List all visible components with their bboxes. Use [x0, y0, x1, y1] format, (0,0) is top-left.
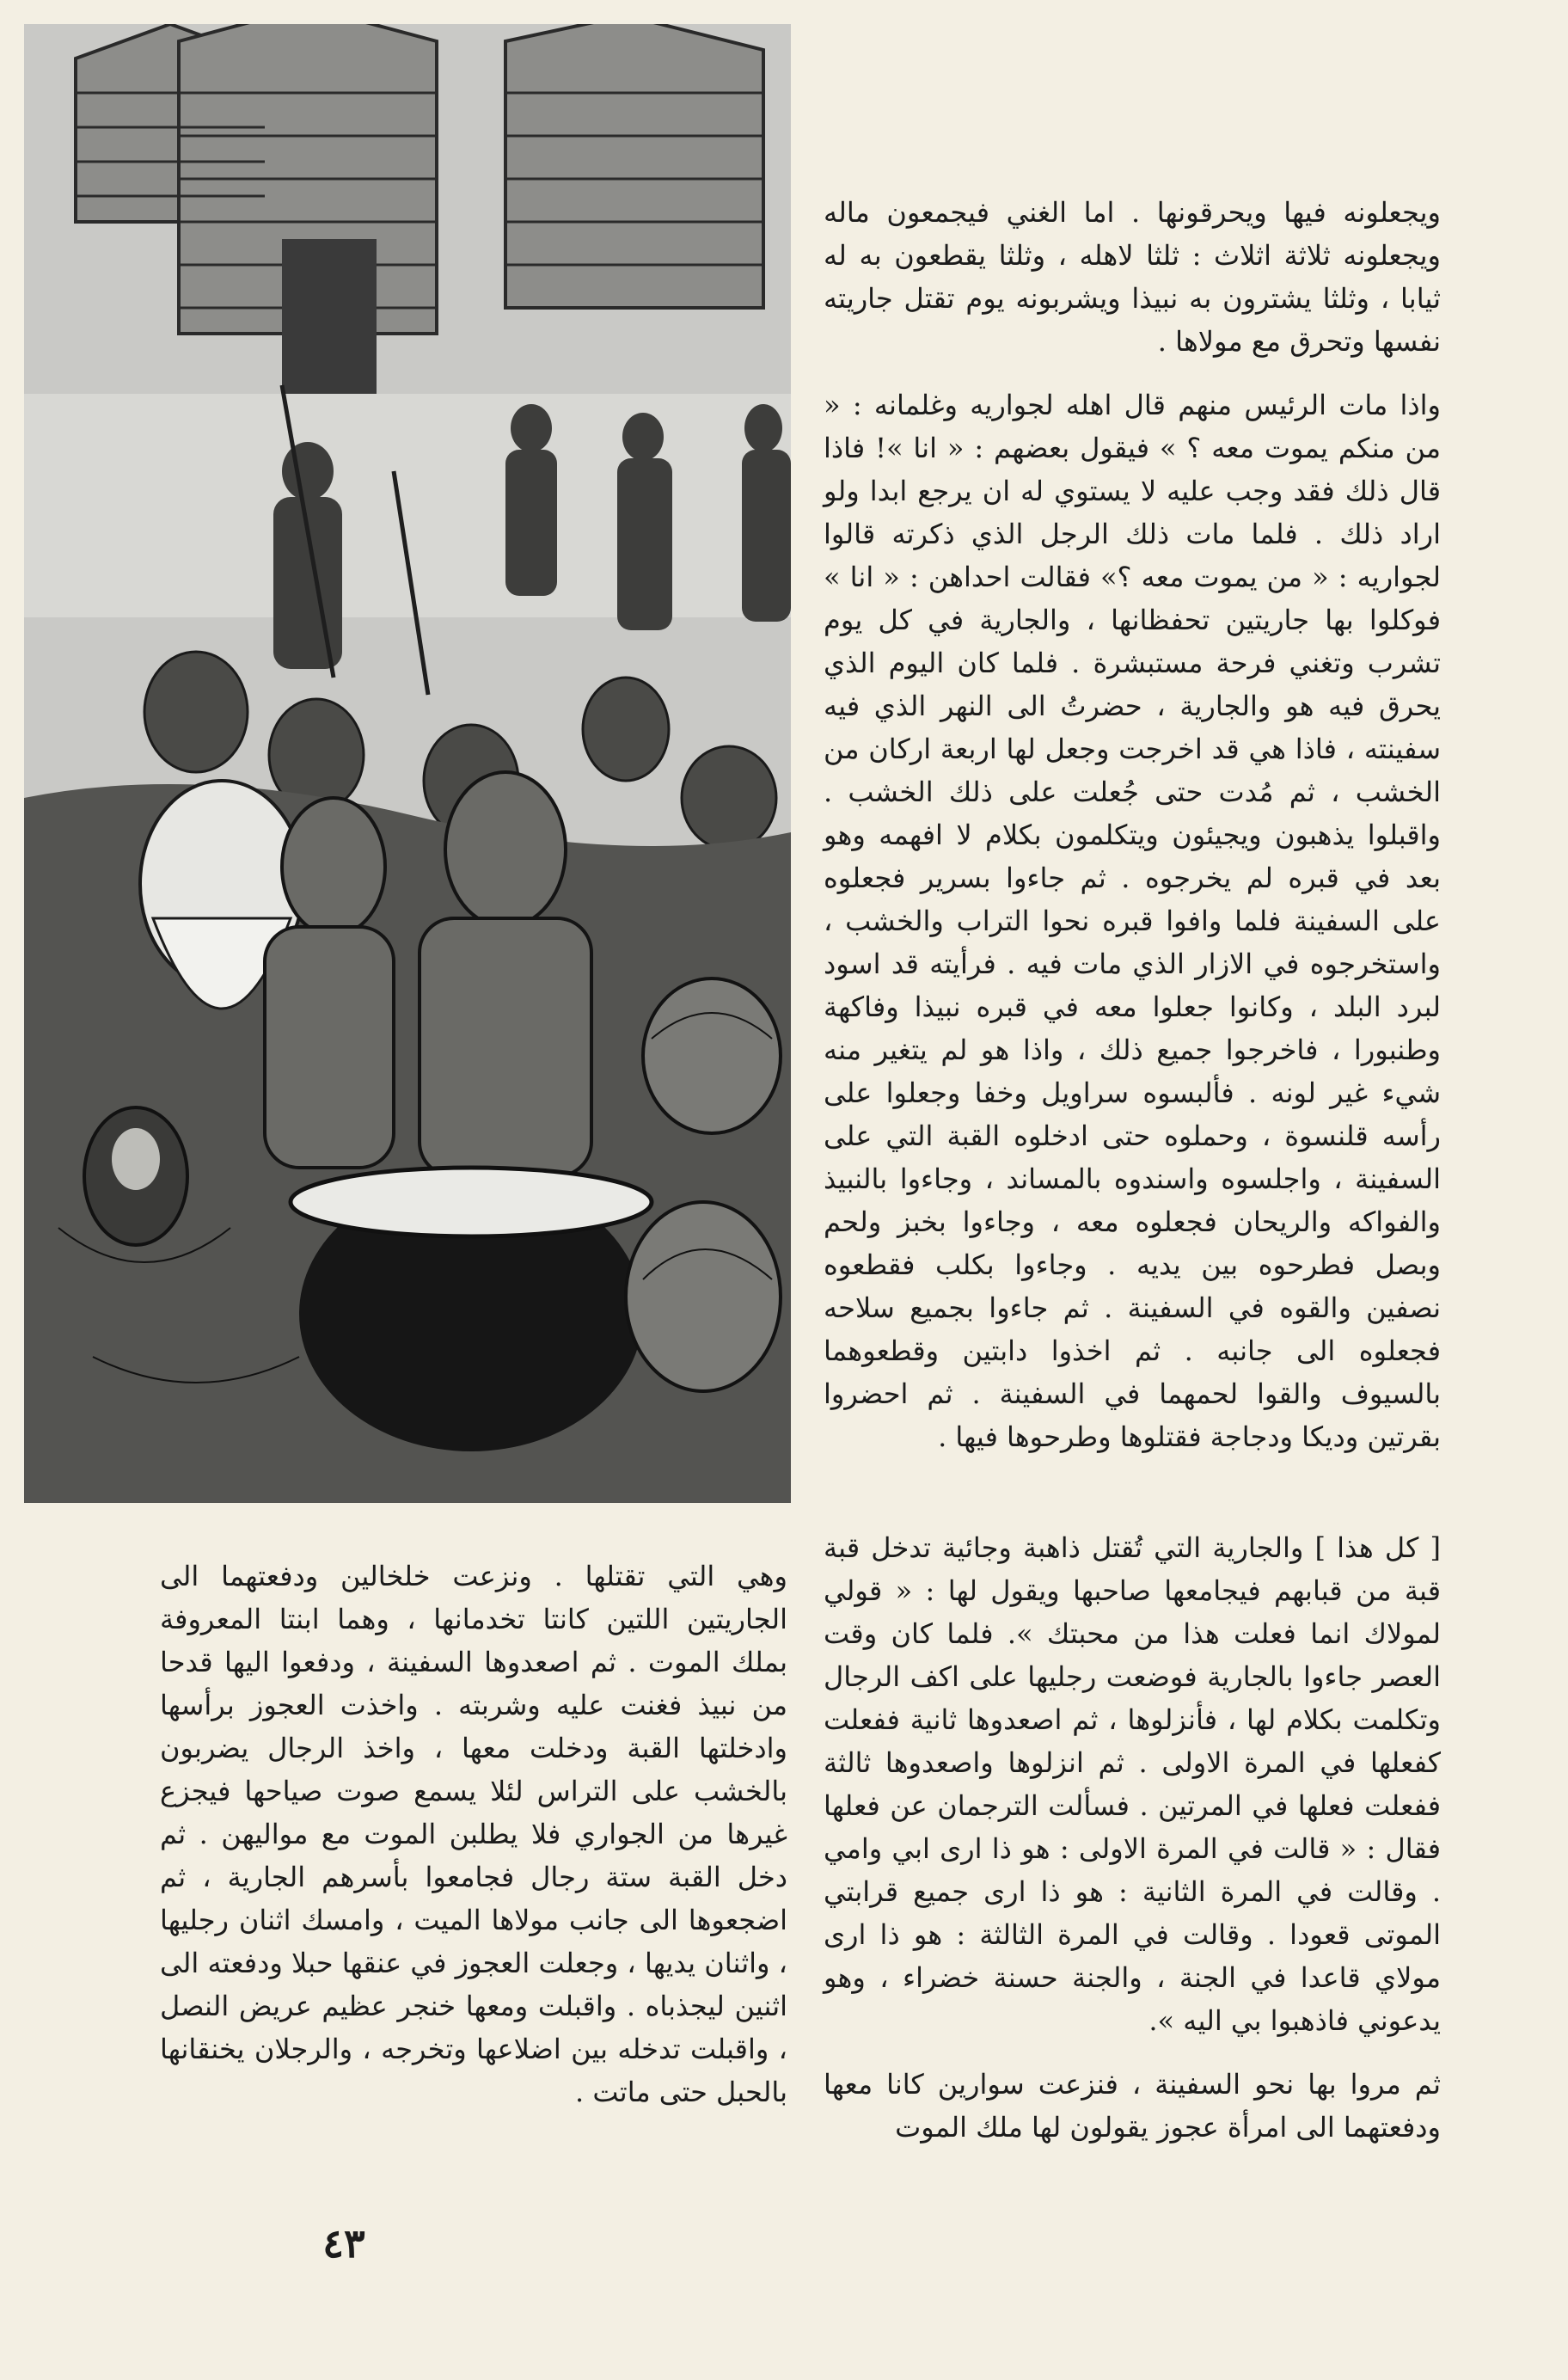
article-left-column — [160, 1555, 787, 2134]
article-right-column-continued — [824, 1526, 1441, 2169]
paragraph: واذا مات الرئيس منهم قال اهله لجواريه وغلمانه : « من منكم يموت معه ؟ » فيقول بعضهم : « انا »! فاذا قال ذلك فقد وجب عليه لا يستوي له ان يرجع ابدا ولو اراد ذلك . فلما مات ذلك الرجل الذي ذكرته قالوا لجواريه : « من يموت معه ؟» فقالت احداهن : « انا » فوكلوا بها جاريتين تحفظانها ، والجارية في كل يوم تشرب وتغني فرحة مستبشرة . فلما كان اليوم الذي يحرق فيه هو والجارية ، حضرتُ الى النهر الذي فيه سفينته ، فاذا هي قد اخرجت وجعل لها اربعة اركان من الخشب ، ثم مُدت حتى جُعلت على ذلك الخشب . واقبلوا يذهبون ويجيئون ويتكلمون بكلام لا افهمه وهو بعد في قبره لم يخرجوه . ثم جاءوا بسرير فجعلوه على السفينة فلما وافوا قبره نحوا التراب والخشب ، واستخرجوه في الازار الذي مات فيه . فرأيته قد اسود لبرد البلد ، وكانوا جعلوا معه في قبره نبيذا وفاكهة وطنبورا ، فاخرجوا جميع ذلك ، واذا هو لم يتغير منه شيء غير لونه . فألبسوه سراويل وخفا وجعلوا على رأسه قلنسوة ، وحملوه حتى ادخلوه القبة التي على السفينة ، واجلسوه واسندوه بالمساند ، وجاءوا بالنبيذ والفواكه والريحان فجعلوه معه ، وجاءوا بخبز ولحم وبصل فطرحوه بين يديه . وجاءوا بكلب فقطعوه نصفين والقوه في السفينة . ثم جاءوا بجميع سلاحه فجعلوه الى جانبه . ثم اخذوا دابتين وقطعوهما بالسيوف والقوا لحمهما في السفينة . ثم احضروا بقرتين وديكا ودجاجة فقتلوها وطرحوها فيها . — [824, 389, 1442, 1453]
paragraph: ثم مروا بها نحو السفينة ، فنزعت سوارين كانا معها ودفعتهما الى امرأة عجوز يقولون لها ملك الموت — [824, 2068, 1441, 2144]
illustration-svg — [24, 24, 791, 1503]
paragraph: [ كل هذا ] والجارية التي تُقتل ذاهبة وجائية تدخل قبة قبة من قبابهم فيجامعها صاحبها ويقول لها : « قولي لمولاك انما فعلت هذا من محبتك ». فلما كان وقت العصر جاءوا بالجارية فوضعت رجليها على اكف الرجال وتكلمت بكلام لها ، فأنزلوها ، ثم اصعدوها ثانية ففعلت كفعلها في المرة الاولى . ثم انزلوها واصعدوها ثالثة ففعلت فعلها في المرتين . فسألت الترجمان عن فعلها فقال : « قالت في المرة الاولى : هو ذا ارى ابي وامي . وقالت في المرة الثانية : هو ذا ارى جميع قرابتي الموتى قعودا . وقالت في المرة الثالثة : هو ذا ارى مولاي قاعدا في الجنة ، والجنة حسنة خضراء ، وهو يدعوني فاذهبوا بي اليه ». — [824, 1531, 1442, 2037]
paragraph: وهي التي تقتلها . ونزعت خلخالين ودفعتهما الى الجاريتين اللتين كانتا تخدمانها ، وهما ابنتا المعروفة بملك الموت . ثم اصعدوها السفينة ، ودفعوا اليها قدحا من نبيذ فغنت عليه وشربته . واخذت العجوز برأسها وادخلتها القبة ودخلت معها ، واخذ الرجال يضربون بالخشب على التراس لئلا يسمع صوت صياحها فيجزع غيرها من الجواري فلا يطلبن الموت مع مواليهن . ثم دخل القبة ستة رجال فجامعوا بأسرهم الجارية ، ثم اضجعوها الى جانب مولاها الميت ، وامسك اثنان رجليها ، واثنان يديها ، وجعلت العجوز في عنقها حبلا ودفعته الى اثنين ليجذباه . واقبلت ومعها خنجر عظيم عريض النصل ، واقبلت تدخله بين اضلاعها وتخرجه ، والرجلان يخنقانها بالحبل حتى ماتت . — [160, 1560, 787, 2108]
paragraph: ويجعلونه فيها ويحرقونها . اما الغني فيجمعون ماله ويجعلونه ثلاثة اثلاث : ثلثا لاهله ، وثلثا يقطعون به له ثيابا ، وثلثا يشترون به نبيذا ويشربونه يوم تقتل جاريته نفسها وتحرق مع مولاها . — [824, 196, 1442, 358]
article-right-column — [824, 191, 1441, 1479]
page-number: ٤٣ — [322, 2220, 365, 2267]
engraving-illustration — [24, 24, 791, 1503]
